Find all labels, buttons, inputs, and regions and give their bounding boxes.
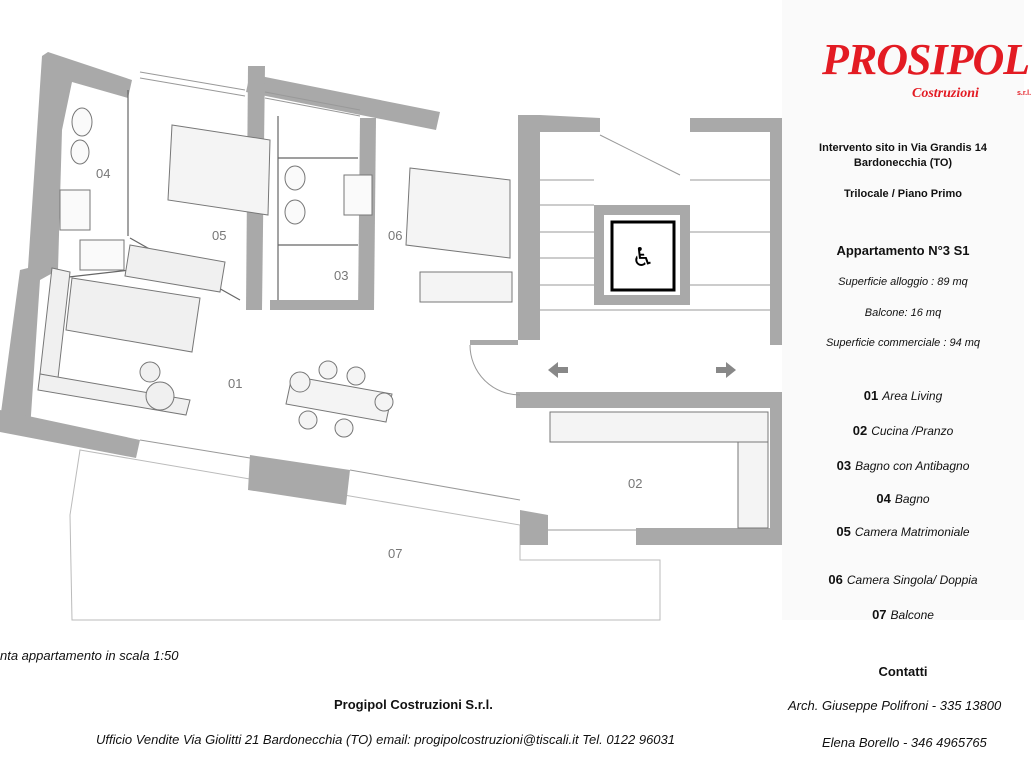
surface-commercial: Superficie commerciale : 94 mq <box>825 337 981 349</box>
logo-main-text: PROSIPOL <box>822 35 1030 84</box>
balcony-outline <box>70 450 660 620</box>
site-city: Bardonecchia (TO) <box>853 157 953 169</box>
arrow-left-icon <box>548 362 568 378</box>
legend-name: Area Living <box>882 389 943 403</box>
logo-sub-text: Costruzioni <box>912 86 979 101</box>
surface-balcony: Balcone: 16 mq <box>864 307 942 319</box>
arrow-right-icon <box>716 362 736 378</box>
apartment-number: Appartamento N°3 S1 <box>836 243 970 258</box>
legend-num: 04 <box>876 491 891 506</box>
site-address: Intervento sito in Via Grandis 14 <box>819 142 987 154</box>
apartment-type: Trilocale / Piano Primo <box>844 188 962 200</box>
legend-num: 06 <box>828 572 843 587</box>
legend-item-04 <box>782 490 1024 508</box>
accessibility-icon: ♿ <box>631 243 655 273</box>
office-info: Ufficio Vendite Via Giolitti 21 Bardonecchia (TO) email: progipolcostruzioni@tiscali.it Tel. 0122 96031 <box>96 732 675 747</box>
contact-polifroni: Arch. Giuseppe Polifroni - 335 13800 <box>788 698 1002 713</box>
legend-num: 03 <box>836 458 852 473</box>
legend-item-01 <box>782 387 1024 405</box>
room-label-05: 05 <box>212 228 227 243</box>
legend-name: Camera Singola/ Doppia <box>846 573 978 587</box>
logo-srl-text: s.r.l. <box>1017 90 1031 97</box>
legend-name: Camera Matrimoniale <box>854 525 970 539</box>
room-label-04: 04 <box>96 166 111 181</box>
contacts-title: Contatti <box>878 664 928 679</box>
room-label-01: 01 <box>228 376 243 391</box>
legend-num: 02 <box>852 423 868 438</box>
company-logo <box>822 35 1031 101</box>
legend-name: Bagno con Antibagno <box>855 459 970 473</box>
legend-item-03 <box>782 457 1024 475</box>
surface-home: Superficie alloggio : 89 mq <box>838 276 968 288</box>
legend-name: Balcone <box>890 608 934 622</box>
contact-borello: Elena Borello - 346 4965765 <box>822 735 987 750</box>
legend-name: Bagno <box>894 492 930 506</box>
scale-caption: nta appartamento in scala 1:50 <box>0 648 179 663</box>
info-sidebar <box>782 0 1031 768</box>
legend-name: Cucina /Pranzo <box>871 424 954 438</box>
legend-item-05 <box>782 523 1024 541</box>
legend-num: 05 <box>836 524 851 539</box>
room-label-02: 02 <box>628 476 643 491</box>
legend-num: 07 <box>872 607 887 622</box>
room-label-07: 07 <box>388 546 403 561</box>
room-label-06: 06 <box>388 228 403 243</box>
legend-item-07 <box>782 606 1024 624</box>
company-name: Progipol Costruzioni S.r.l. <box>334 697 493 712</box>
legend-item-02 <box>782 422 1024 440</box>
legend-item-06 <box>782 571 1024 589</box>
room-label-03: 03 <box>334 268 349 283</box>
legend-num: 01 <box>863 388 879 403</box>
